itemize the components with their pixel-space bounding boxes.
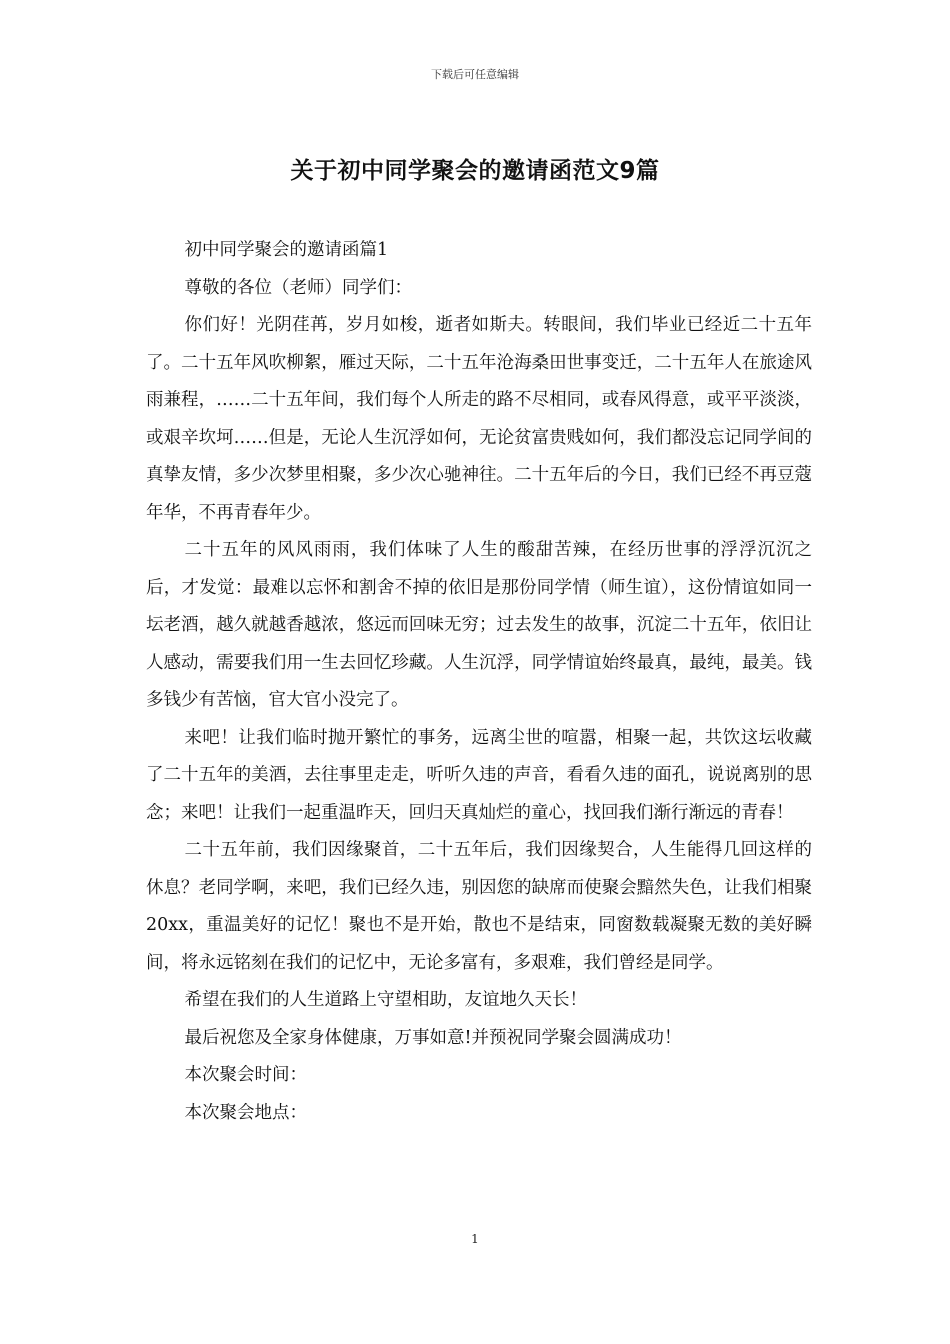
document-title: 关于初中同学聚会的邀请函范文9篇 xyxy=(290,158,660,184)
body-paragraph: 二十五年前，我们因缘聚首，二十五年后，我们因缘契合，人生能得几回这样的休息？老同学啊，来吧，我们已经久违，别因您的缺席而使聚会黯然失色，让我们相聚20xx，重温美好的记忆！聚也不是开始，散也不是结束，同窗数载凝聚无数的美好瞬间，将永远铭刻在我们的记忆中，无论多富有，多艰难，我们曾经是同学。 xyxy=(146,840,812,973)
body-paragraph: 希望在我们的人生道路上守望相助，友谊地久天长！ xyxy=(184,990,587,1010)
event-time-label: 本次聚会时间： xyxy=(184,1065,307,1085)
page-number: 1 xyxy=(471,1232,479,1246)
closing-wishes: 最后祝您及全家身体健康，万事如意!并预祝同学聚会圆满成功！ xyxy=(184,1027,682,1048)
body-paragraph: 二十五年的风风雨雨，我们体味了人生的酸甜苦辣，在经历世事的浮浮沉沉之后，才发觉：最难以忘怀和割舍不掉的依旧是那份同学情（师生谊），这份情谊如同一坛老酒，越久就越香越浓，悠远而回味无穷；过去发生的故事，沉淀二十五年，依旧让人感动，需要我们用一生去回忆珍藏。人生沉浮，同学情谊始终最真，最纯，最美。钱多钱少有苦恼，官大官小没完了。 xyxy=(146,540,812,710)
event-location-label: 本次聚会地点： xyxy=(184,1102,307,1123)
salutation: 尊敬的各位（老师）同学们： xyxy=(184,277,412,298)
header-note: 下载后可任意编辑 xyxy=(431,68,519,81)
section-heading: 初中同学聚会的邀请函篇1 xyxy=(184,240,389,260)
body-paragraph: 来吧！让我们临时抛开繁忙的事务，远离尘世的喧嚣，相聚一起，共饮这坛收藏了二十五年的美酒，去往事里走走，听听久违的声音，看看久违的面孔，说说离别的思念；来吧！让我们一起重温昨天，回归天真灿烂的童心，找回我们渐行渐远的青春！ xyxy=(146,727,812,823)
body-paragraph: 你们好！光阴荏苒，岁月如梭，逝者如斯夫。转眼间，我们毕业已经近二十五年了。二十五年风吹柳絮，雁过天际，二十五年沧海桑田世事变迁，二十五年人在旅途风雨兼程，……二十五年间，我们每个人所走的路不尽相同，或春风得意，或平平淡淡，或艰辛坎坷……但是，无论人生沉浮如何，无论贫富贵贱如何，我们都没忘记同学间的真挚友情，多少次梦里相聚，多少次心驰神往。二十五年后的今日，我们已经不再豆蔻年华，不再青春年少。 xyxy=(146,315,812,523)
document-body xyxy=(146,232,812,1132)
